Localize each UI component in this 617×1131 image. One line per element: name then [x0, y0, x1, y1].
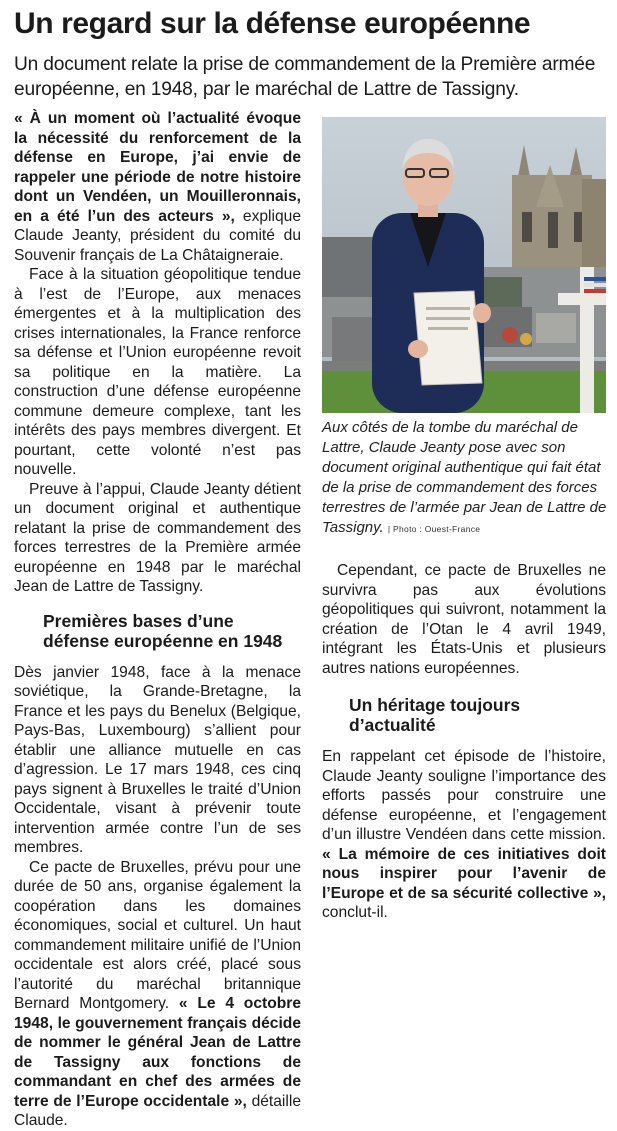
- quote-memory: « La mémoire de ces initiatives doit nous inspirer pour l’avenir de l’Europe et de sa sécurité collective »,: [322, 845, 606, 902]
- paragraph-7-end: conclut-il.: [322, 904, 388, 921]
- paragraph-6: Cependant, ce pacte de Bruxelles ne survivra pas aux évolutions géopolitiques qui suivront, notamment la création de l’Otan le 4 avril 1949, intégrant les États-Unis et plusieurs autres nations européennes.: [322, 562, 606, 677]
- photo-caption-text: Aux côtés de la tombe du maréchal de Lattre, Claude Jeanty pose avec son document original authentique qui fait état de la prise de commandement des forces terrestres de l’armée par Jean de Lattre de Tassigny.: [322, 419, 607, 536]
- paragraph-5-text: Ce pacte de Bruxelles, prévu pour une durée de 50 ans, organise également la coopération dans les domaines économiques, social et culturel. Un haut commandement militaire unifié de l’Union occidentale est alors créé, placé sous l’autorité du maréchal britannique Bernard Montgomery.: [14, 858, 301, 1012]
- paragraph-2: Face à la situation géopolitique tendue à l’est de l’Europe, aux menaces émergentes et à la multiplication des crises internationales, la France renforce sa défense et l’Union européenne revoit sa politique en la matière. La construction d’une défense européenne commune demeure complexe, tant les intérêts des pays membres divergent. Et pourtant, cette volonté n’est pas nouvelle.: [14, 266, 301, 478]
- paragraph-7-text: En rappelant cet épisode de l’histoire, Claude Jeanty souligne l’importance des efforts passés pour construire une défense européenne, et l’engagement d’un illustre Vendéen dans cette mission.: [322, 748, 606, 843]
- paragraph-3: Preuve à l’appui, Claude Jeanty détient un document original et authentique relatant la prise de commandement des forces terrestres de la Première armée européenne en 1948 par le maréchal Jean de Lattre de Tassigny.: [14, 480, 301, 595]
- paragraph-1: [14, 109, 301, 265]
- article-title: Un regard sur la défense européenne: [14, 7, 531, 40]
- paragraph-7: [322, 747, 606, 923]
- subheading-1948: Premières bases d’une défense européenne en 1948: [43, 610, 283, 651]
- article-standfirst: Un document relate la prise de commandement de la Première armée européenne, en 1948, par le maréchal de Lattre de Tassigny.: [14, 54, 596, 100]
- quote-intro: « À un moment où l’actualité évoque la nécessité du renforcement de la défense en Europe, j’ai envie de rappeler une période de notre histoire dont un Vendéen, un Mouilleronnais, en a été l’un des acteurs »,: [14, 110, 301, 225]
- quote-nomination: « Le 4 octobre 1948, le gouvernement français décide de nommer le général Jean de Lattre de Tassigny aux fonctions de commandant en chef des armées de terre de l’Europe occidentale »,: [14, 995, 301, 1110]
- article-photo: [322, 117, 606, 413]
- paragraph-5: [14, 858, 301, 1131]
- subheading-heritage: Un héritage toujours d’actualité: [349, 695, 521, 735]
- paragraph-1-rest: explique Claude Jeanty, président du comité du Souvenir français de La Châtaigneraie.: [14, 207, 301, 264]
- photo-caption: [322, 418, 608, 539]
- paragraph-5-end: détaille Claude.: [14, 1092, 301, 1129]
- paragraph-4: Dès janvier 1948, face à la menace soviétique, la Grande-Bretagne, la France et les pays du Benelux (Belgique, Pays-Bas, Luxembourg) s’allient pour établir une alliance mutuelle en cas d’agression. Le 17 mars 1948, ces cinq pays signent à Bruxelles le traité d’Union Occidentale, visant à prévenir toute intervention armée contre l’un de ses membres.: [14, 663, 301, 856]
- left-column: [14, 109, 301, 1131]
- photo-credit: | Photo : Ouest-France: [387, 524, 481, 534]
- photo-graveyard-man-with-document: [322, 117, 606, 413]
- right-column: [322, 561, 606, 923]
